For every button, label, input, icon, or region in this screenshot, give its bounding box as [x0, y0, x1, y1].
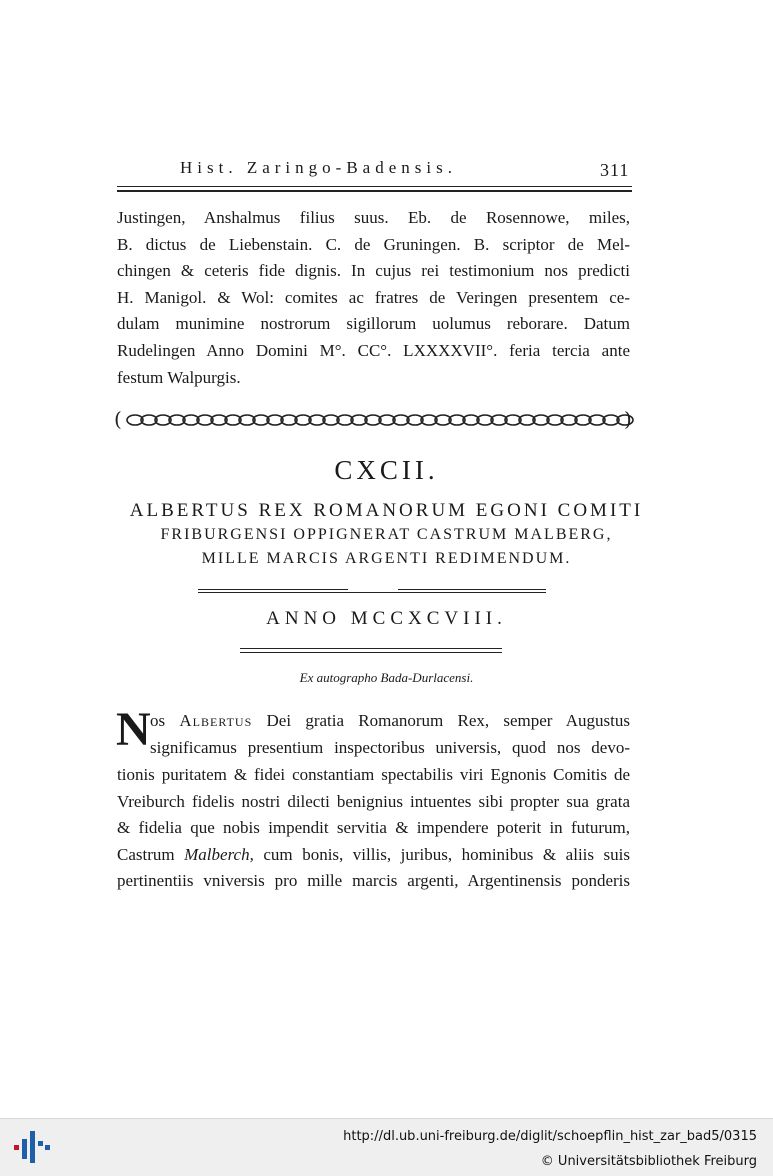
- heading-rule-under: [198, 592, 546, 593]
- first-line-text: Dei gratia Romanorum Rex, semper Augustus: [266, 711, 631, 730]
- text-line: pertinentiis vniversis pro mille marcis argenti, Argentinensis ponderis: [117, 871, 630, 891]
- initial-rest: os: [150, 711, 166, 730]
- text-line: & fidelia que nobis impendit servitia & impendere poterit in futurum,: [117, 818, 630, 838]
- document-heading-line-1: ALBERTUS REX ROMANORUM EGONI COMITI: [129, 500, 644, 521]
- permalink-url[interactable]: http://dl.ub.uni-freiburg.de/diglit/schoepflin_hist_zar_bad5/0315: [343, 1129, 757, 1144]
- continuation-text: [117, 205, 630, 391]
- year-rule-bottom: [240, 652, 502, 653]
- year-rule-top: [240, 648, 502, 649]
- copyright-notice: © Universitätsbibliothek Freiburg: [540, 1154, 757, 1169]
- document-heading-line-2: FRIBURGENSI OPPIGNERAT CASTRUM MALBERG,: [160, 526, 613, 543]
- castrum-word: Castrum: [117, 844, 175, 864]
- source-note: Ex autographo Bada-Durlacensi.: [299, 670, 474, 685]
- document-body: [117, 762, 630, 895]
- text-line: festum Walpurgis.: [117, 367, 241, 387]
- svg-text:(: (: [114, 408, 122, 431]
- text-line: significamus presentium inspectoribus universis, quod nos devo-: [150, 738, 630, 757]
- text-line: [117, 842, 630, 869]
- header-rule-bottom: [117, 190, 632, 192]
- castrum-name: Malberch,: [184, 844, 254, 864]
- castrum-rest: cum bonis, villis, juribus, hominibus & aliis suis: [263, 844, 630, 864]
- text-line: B. dictus de Liebenstain. C. de Gruningen. B. scriptor de Mel-: [117, 234, 630, 254]
- text-line: H. Manigol. & Wol: comites ac fratres de Veringen presentem ce-: [117, 287, 630, 307]
- document-year: ANNO MCCXCVIII.: [266, 608, 507, 629]
- svg-text:): ): [624, 408, 632, 431]
- page-number: 311: [600, 160, 630, 180]
- heading-rule-right: [398, 589, 546, 590]
- viewer-footer: [0, 1118, 773, 1176]
- text-line: Rudelingen Anno Domini M°. CC°. LXXXXVII°. feria tercia ante: [117, 340, 630, 360]
- document-second-line: [150, 735, 630, 762]
- text-line: tionis puritatem & fidei constantiam spectabilis viri Egnonis Comitis de: [117, 765, 630, 784]
- text-line: Vreiburch fidelis nostri dilecti benignius intuentes sibi propter sua grata: [117, 791, 630, 811]
- text-line: [150, 708, 630, 735]
- running-title: Hist. Zaringo-Badensis.: [180, 158, 457, 177]
- text-line: chingen & ceteris fide dignis. In cujus rei testimonium nos predicti: [117, 261, 630, 281]
- header-rule-top: [117, 186, 632, 187]
- document-first-line: [150, 708, 630, 735]
- drop-initial: N: [116, 703, 151, 756]
- heading-rule-left: [198, 589, 348, 590]
- document-heading-line-3: MILLE MARCIS ARGENTI REDIMENDUM.: [201, 550, 572, 567]
- text-line: Justingen, Anshalmus filius suus. Eb. de Rosennowe, miles,: [117, 208, 630, 227]
- ornamental-border: [114, 408, 634, 432]
- name-albertus: Albertus: [179, 711, 253, 730]
- document-number: CXCII.: [334, 455, 439, 485]
- library-logo-icon: [12, 1127, 52, 1167]
- text-line: dulam munimine nostrorum sigillorum uolumus reborare. Datum: [117, 314, 630, 334]
